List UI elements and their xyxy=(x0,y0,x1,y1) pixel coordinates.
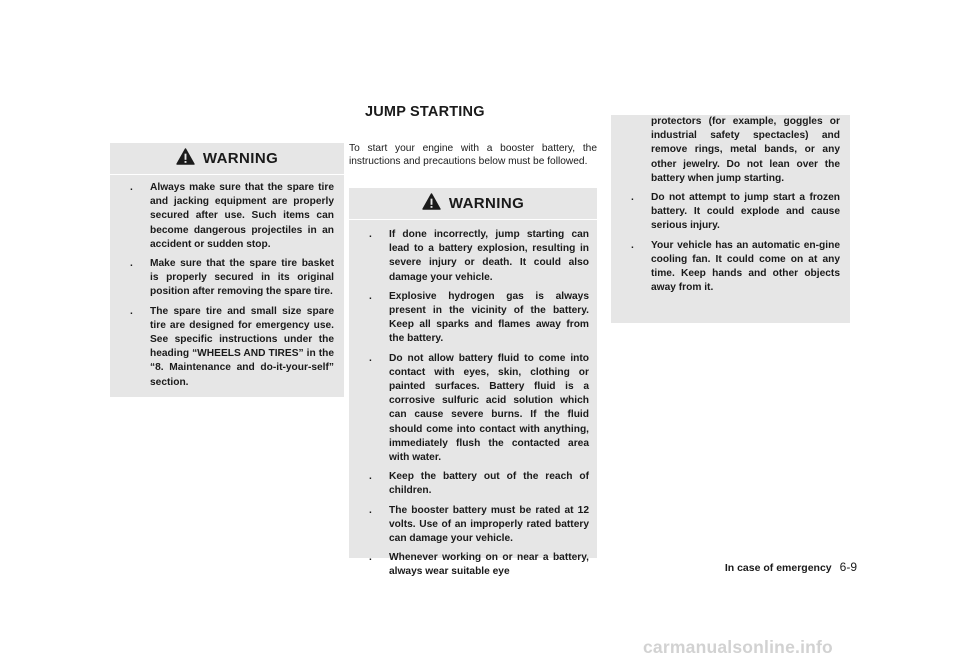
bullet: . xyxy=(130,258,133,270)
list-item xyxy=(130,181,334,252)
list-item-text: Whenever working on or near a battery, always wear suitable eye xyxy=(389,552,589,578)
warning-label: WARNING xyxy=(202,150,279,167)
warning-label: WARNING xyxy=(448,195,525,212)
intro-paragraph: To start your engine with a booster battery, the instructions and precautions below must be followed. xyxy=(349,143,597,167)
list-item-text: Make sure that the spare tire basket is properly secured in its original position after removing the spare tire. xyxy=(150,258,334,298)
list-item-text: Do not allow battery fluid to come into contact with eyes, skin, clothing or painted surfaces. Battery fluid is a corrosive sulfuric acid solution which can cause severe burns. If the fluid should come into contact with anything, immediately flush the contacted area with water. xyxy=(389,352,589,464)
list-item-continuation xyxy=(631,115,840,186)
bullet: . xyxy=(631,239,634,251)
list-item-text: Keep the battery out of the reach of children. xyxy=(389,471,589,497)
list-item-text: The spare tire and small size spare tire are designed for emergency use. See specific instructions under the heading “WHEELS AND TIRES” in the “8. Maintenance and do-it-your-self” section. xyxy=(150,305,334,388)
bullet: . xyxy=(369,229,372,240)
bullet: . xyxy=(369,352,372,364)
bullet: . xyxy=(130,305,133,317)
bullet: . xyxy=(369,504,372,516)
list-item xyxy=(369,504,589,547)
list-item-text: The booster battery must be rated at 12 volts. Use of an improperly rated battery can damage your vehicle. xyxy=(389,504,589,545)
chapter-title: In case of emergency xyxy=(724,562,832,574)
list-item-text: Do not attempt to jump start a frozen battery. It could explode and cause serious injury. xyxy=(651,192,840,232)
warning-triangle-icon xyxy=(422,193,441,210)
warning-header xyxy=(110,143,344,175)
list-item xyxy=(369,228,589,285)
bullet: . xyxy=(369,552,372,564)
list-item xyxy=(369,551,589,579)
list-item xyxy=(369,470,589,498)
warning-header xyxy=(349,188,597,220)
warning-list xyxy=(349,220,597,580)
warning-box-continued xyxy=(611,115,850,323)
bullet: . xyxy=(631,192,634,204)
page-number: 6-9 xyxy=(839,560,857,574)
warning-triangle-icon xyxy=(176,148,195,165)
list-item xyxy=(130,257,334,300)
bullet: . xyxy=(369,471,372,483)
list-item-text: Always make sure that the spare tire and jacking equipment are properly secured after use. Such items can become dangerous projectiles in an accident or sudden stop. xyxy=(150,182,334,250)
list-item-text: Explosive hydrogen gas is always present in the vicinity of the battery. Keep all sparks and flames away from the battery. xyxy=(389,290,589,345)
warning-list xyxy=(110,175,344,390)
list-item xyxy=(369,352,589,466)
list-item xyxy=(130,305,334,390)
page-footer xyxy=(697,560,857,574)
bullet: . xyxy=(369,290,372,302)
warning-box-jump-starting xyxy=(349,188,597,578)
list-item xyxy=(631,191,840,234)
list-item-text: Your vehicle has an automatic en-gine cooling fan. It could come on at any time. Keep hands and other objects away from it. xyxy=(651,239,840,294)
bullet: . xyxy=(130,182,133,193)
list-item xyxy=(369,290,589,347)
warning-box-spare-tire xyxy=(110,143,344,397)
section-title: JUMP STARTING xyxy=(365,104,485,120)
watermark: carmanualsonline.info xyxy=(643,637,833,657)
list-item xyxy=(631,239,840,296)
list-item-text: protectors (for example, goggles or industrial safety spectacles) and remove rings, metal bands, or any other jewelry. Do not lean over the battery when jump starting. xyxy=(651,116,840,184)
warning-list xyxy=(611,115,850,295)
list-item-text: If done incorrectly, jump starting can lead to a battery explosion, resulting in severe injury or death. It could also damage your vehicle. xyxy=(389,229,589,283)
